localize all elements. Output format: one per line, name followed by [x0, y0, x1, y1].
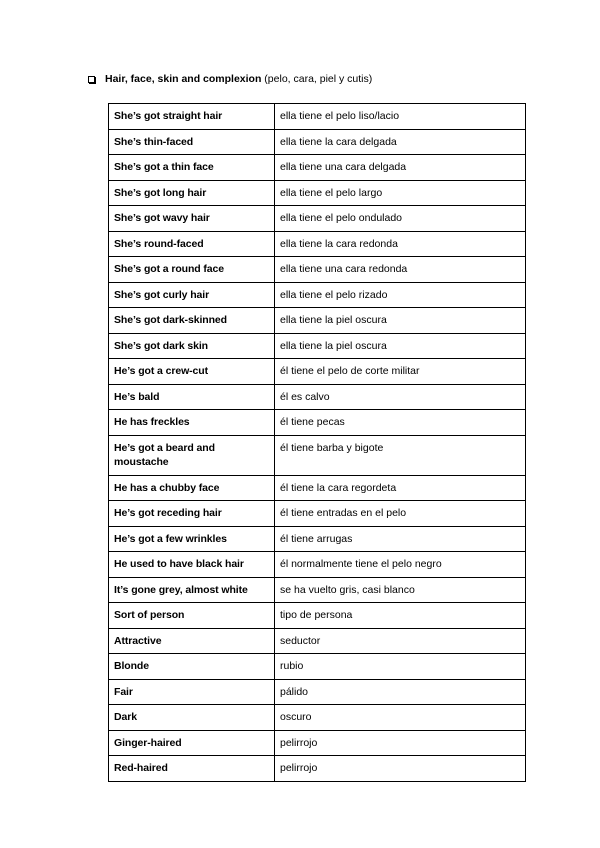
spanish-translation-cell: seductor	[275, 628, 526, 654]
english-phrase-cell: She’s got dark skin	[109, 333, 275, 359]
table-row	[109, 577, 526, 603]
spanish-translation-cell: ella tiene el pelo rizado	[275, 282, 526, 308]
table-row	[109, 475, 526, 501]
spanish-translation-cell: se ha vuelto gris, casi blanco	[275, 577, 526, 603]
english-phrase-cell: Attractive	[109, 628, 275, 654]
table-row	[109, 628, 526, 654]
spanish-translation-cell: ella tiene la cara redonda	[275, 231, 526, 257]
spanish-translation-cell: ella tiene el pelo ondulado	[275, 206, 526, 232]
english-phrase-cell: She’s got dark-skinned	[109, 308, 275, 334]
spanish-translation-cell: pelirrojo	[275, 730, 526, 756]
spanish-translation-cell: él tiene pecas	[275, 410, 526, 436]
english-phrase-cell: Ginger-haired	[109, 730, 275, 756]
table-row	[109, 129, 526, 155]
spanish-translation-cell: ella tiene el pelo liso/lacio	[275, 104, 526, 130]
spanish-translation-cell: él tiene arrugas	[275, 526, 526, 552]
spanish-translation-cell: ella tiene la piel oscura	[275, 333, 526, 359]
spanish-translation-cell: él normalmente tiene el pelo negro	[275, 552, 526, 578]
spanish-translation-cell: pelirrojo	[275, 756, 526, 782]
section-heading-translation: (pelo, cara, piel y cutis)	[261, 73, 373, 85]
english-phrase-cell: Fair	[109, 679, 275, 705]
english-phrase-cell: Blonde	[109, 654, 275, 680]
spanish-translation-cell: ella tiene una cara redonda	[275, 257, 526, 283]
spanish-translation-cell: ella tiene la piel oscura	[275, 308, 526, 334]
english-phrase-cell: She’s round-faced	[109, 231, 275, 257]
spanish-translation-cell: él es calvo	[275, 384, 526, 410]
english-phrase-cell: She’s got wavy hair	[109, 206, 275, 232]
table-row	[109, 231, 526, 257]
table-row	[109, 552, 526, 578]
english-phrase-cell: He used to have black hair	[109, 552, 275, 578]
table-row	[109, 257, 526, 283]
vocabulary-table-body	[109, 104, 526, 782]
spanish-translation-cell: él tiene entradas en el pelo	[275, 501, 526, 527]
spanish-translation-cell: ella tiene una cara delgada	[275, 155, 526, 181]
table-row	[109, 730, 526, 756]
table-row	[109, 384, 526, 410]
table-row	[109, 756, 526, 782]
english-phrase-cell: Dark	[109, 705, 275, 731]
english-phrase-cell: She’s got a thin face	[109, 155, 275, 181]
table-row	[109, 603, 526, 629]
spanish-translation-cell: él tiene barba y bigote	[275, 435, 526, 475]
table-row	[109, 410, 526, 436]
table-row	[109, 333, 526, 359]
english-phrase-cell: She’s got a round face	[109, 257, 275, 283]
table-row	[109, 282, 526, 308]
english-phrase-cell: He’s got a crew-cut	[109, 359, 275, 385]
english-phrase-cell: She’s got straight hair	[109, 104, 275, 130]
english-phrase-cell: He’s got a beard and moustache	[109, 435, 275, 475]
vocabulary-table	[108, 103, 526, 782]
table-row	[109, 155, 526, 181]
spanish-translation-cell: él tiene el pelo de corte militar	[275, 359, 526, 385]
spanish-translation-cell: oscuro	[275, 705, 526, 731]
spanish-translation-cell: él tiene la cara regordeta	[275, 475, 526, 501]
english-phrase-cell: He has a chubby face	[109, 475, 275, 501]
english-phrase-cell: Red-haired	[109, 756, 275, 782]
english-phrase-cell: He has freckles	[109, 410, 275, 436]
table-row	[109, 679, 526, 705]
table-row	[109, 435, 526, 475]
english-phrase-cell: It’s gone grey, almost white	[109, 577, 275, 603]
table-row	[109, 705, 526, 731]
english-phrase-cell: She’s thin-faced	[109, 129, 275, 155]
table-row	[109, 501, 526, 527]
spanish-translation-cell: pálido	[275, 679, 526, 705]
table-row	[109, 180, 526, 206]
english-phrase-cell: He’s bald	[109, 384, 275, 410]
table-row	[109, 308, 526, 334]
table-row	[109, 526, 526, 552]
english-phrase-cell: She’s got long hair	[109, 180, 275, 206]
table-row	[109, 359, 526, 385]
table-row	[109, 206, 526, 232]
spanish-translation-cell: rubio	[275, 654, 526, 680]
section-heading	[88, 72, 372, 86]
table-row	[109, 104, 526, 130]
section-heading-title: Hair, face, skin and complexion	[105, 73, 262, 85]
english-phrase-cell: She’s got curly hair	[109, 282, 275, 308]
english-phrase-cell: He’s got receding hair	[109, 501, 275, 527]
checkbox-bullet-icon	[88, 76, 95, 83]
spanish-translation-cell: ella tiene el pelo largo	[275, 180, 526, 206]
spanish-translation-cell: ella tiene la cara delgada	[275, 129, 526, 155]
english-phrase-cell: Sort of person	[109, 603, 275, 629]
english-phrase-cell: He’s got a few wrinkles	[109, 526, 275, 552]
spanish-translation-cell: tipo de persona	[275, 603, 526, 629]
table-row	[109, 654, 526, 680]
